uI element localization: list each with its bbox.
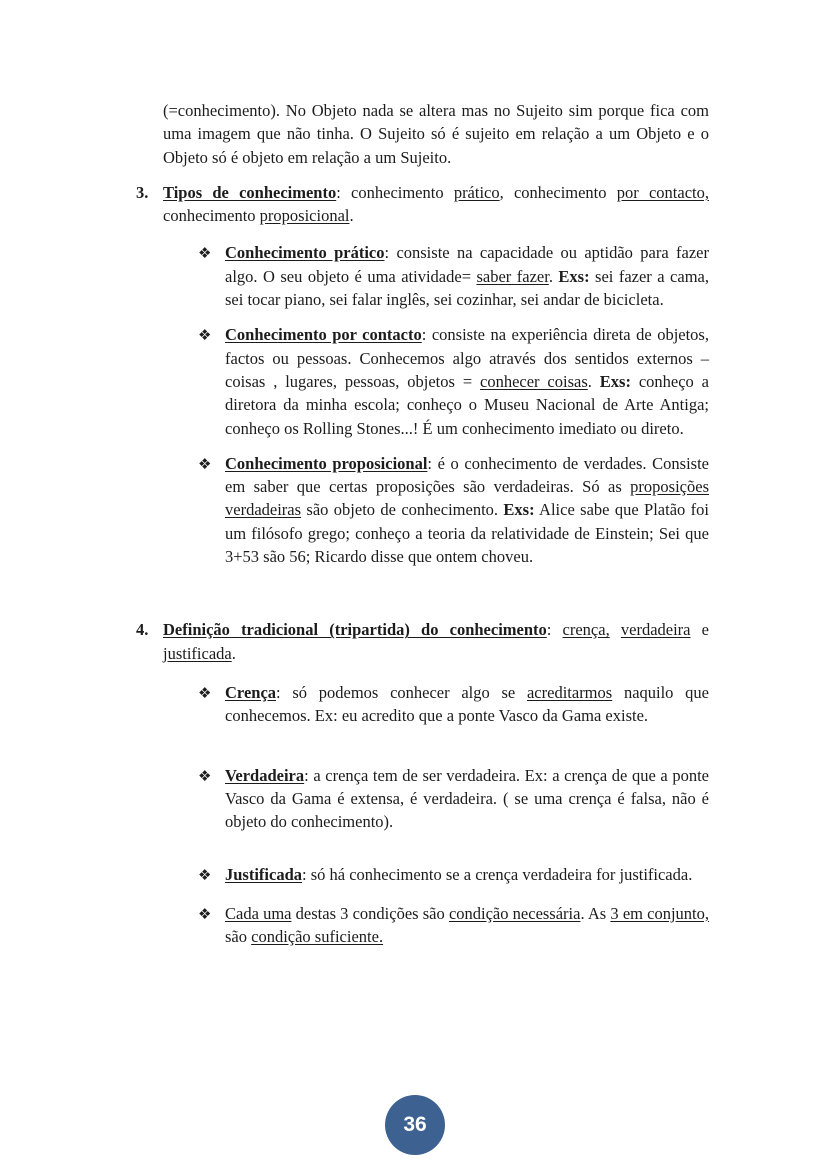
text-run: Conhecimento por contacto — [225, 325, 422, 345]
text-run: acreditarmos — [526, 682, 613, 702]
text-run: destas 3 condições são — [291, 903, 449, 923]
text-run: saber fazer — [476, 266, 549, 286]
bullet-cada-uma — [136, 902, 709, 949]
bullet-justificada — [136, 863, 709, 886]
item-3-tipos-de-conhecimento — [136, 181, 709, 228]
text-run: condição suficiente. — [251, 927, 384, 947]
text-run: 3 em conjunto, — [610, 903, 710, 923]
text-run: sei fazer a cama, sei tocar piano, sei falar inglês, sei cozinhar, sei andar de bicicleta. — [225, 266, 709, 310]
text-run: justificada — [163, 643, 232, 663]
bullet-conhecimento-por-contacto — [136, 323, 709, 439]
text-run: proposições verdadeiras — [225, 477, 709, 520]
diamond-bullet-icon: ❖ — [198, 454, 212, 473]
text-run: : só há conhecimento se a crença verdadeira for justificada. — [302, 865, 693, 885]
item-number: 3. — [136, 182, 149, 202]
text-run: proposicional — [259, 206, 350, 226]
text-run: Exs: — [599, 371, 631, 391]
text-run: conhecimento — [163, 206, 260, 226]
text-run: e — [690, 620, 709, 640]
bullet-conhecimento-pratico — [136, 241, 709, 311]
text-run: . As — [580, 903, 611, 923]
text-run: : só podemos conhecer algo se — [276, 682, 527, 702]
text-run — [610, 620, 621, 639]
text-run: : consiste na experiência direta de objetos, factos ou pessoas. Conhecemos algo através dos sentidos externos – coisas , lugares, pessoas, objetos = — [225, 325, 709, 391]
page-number-badge — [385, 1095, 445, 1155]
text-run: . — [231, 643, 236, 663]
text-run: prático — [453, 182, 500, 202]
text-run: : conhecimento — [336, 182, 454, 202]
item-4-definicao-tradicional — [136, 618, 709, 665]
text-run: Conhecimento proposicional — [225, 453, 428, 473]
diamond-bullet-icon: ❖ — [198, 904, 212, 923]
text-run: Justificada — [225, 865, 303, 885]
text-run: : consiste na capacidade ou aptidão para fazer algo. O seu objeto é uma atividade= — [225, 243, 709, 286]
text-run: verdadeira — [620, 620, 691, 640]
text-run: por contacto, — [616, 182, 709, 202]
text-run: conhecer coisas — [480, 371, 588, 391]
bullet-crenca — [136, 681, 709, 728]
text-run: . — [587, 371, 600, 391]
diamond-bullet-icon: ❖ — [198, 766, 212, 785]
text-run: : — [546, 620, 563, 640]
text-run: : a crença tem de ser verdadeira. Ex: a crença de que a ponte Vasco da Gama é extensa, é verdadeira. ( se uma crença é falsa, não é objeto do conhecimento). — [225, 765, 709, 832]
text-run: Exs: — [558, 266, 590, 286]
text-run: Exs: — [503, 500, 535, 520]
text-run: crença, — [562, 620, 610, 640]
document-body — [136, 99, 709, 948]
text-run: são objeto de conhecimento. — [301, 500, 504, 520]
item-number: 4. — [136, 620, 149, 640]
text-run: . — [349, 206, 354, 226]
bullet-conhecimento-proposicional — [136, 452, 709, 568]
text-run: são — [225, 927, 252, 947]
continuation-paragraph — [136, 99, 709, 169]
text-run: Crença — [225, 682, 277, 702]
text-run: , conhecimento — [499, 182, 617, 202]
diamond-bullet-icon: ❖ — [198, 244, 212, 263]
text-run: condição necessária — [448, 903, 581, 923]
text-run: . — [548, 266, 559, 286]
diamond-bullet-icon: ❖ — [198, 326, 212, 345]
bullet-verdadeira — [136, 764, 709, 834]
text-run: Tipos de conhecimento — [163, 182, 337, 202]
text-run: Conhecimento prático — [225, 243, 385, 263]
diamond-bullet-icon: ❖ — [198, 683, 212, 702]
text-run: naquilo que conhecemos. Ex: eu acredito que a ponte Vasco da Gama existe. — [225, 682, 709, 726]
diamond-bullet-icon: ❖ — [198, 866, 212, 885]
text-run: Verdadeira — [225, 765, 305, 785]
text-run: : é o conhecimento de verdades. Consiste em saber que certas proposições são verdadeiras. Só as — [225, 453, 709, 497]
text-run: conheço a diretora da minha escola; conheço o Museu Nacional de Arte Antiga; conheço os Rolling Stones...! É um conhecimento imediato ou direto. — [225, 371, 710, 438]
text-run: Alice sabe que Platão foi um filósofo grego; conheço a teoria da relatividade de Einstein; Sei que 3+53 são 56; Ricardo disse que ontem choveu. — [225, 500, 709, 567]
text-run: Cada uma — [225, 903, 292, 923]
text-run: Definição tradicional (tripartida) do conhecimento — [163, 620, 547, 640]
page-number: 36 — [403, 1113, 427, 1136]
text-run: (=conhecimento). No Objeto nada se altera mas no Sujeito sim porque fica com uma imagem que não tinha. O Sujeito só é sujeito em relação a um Objeto e o Objeto só é objeto em relação a um Sujeito. — [163, 101, 709, 167]
